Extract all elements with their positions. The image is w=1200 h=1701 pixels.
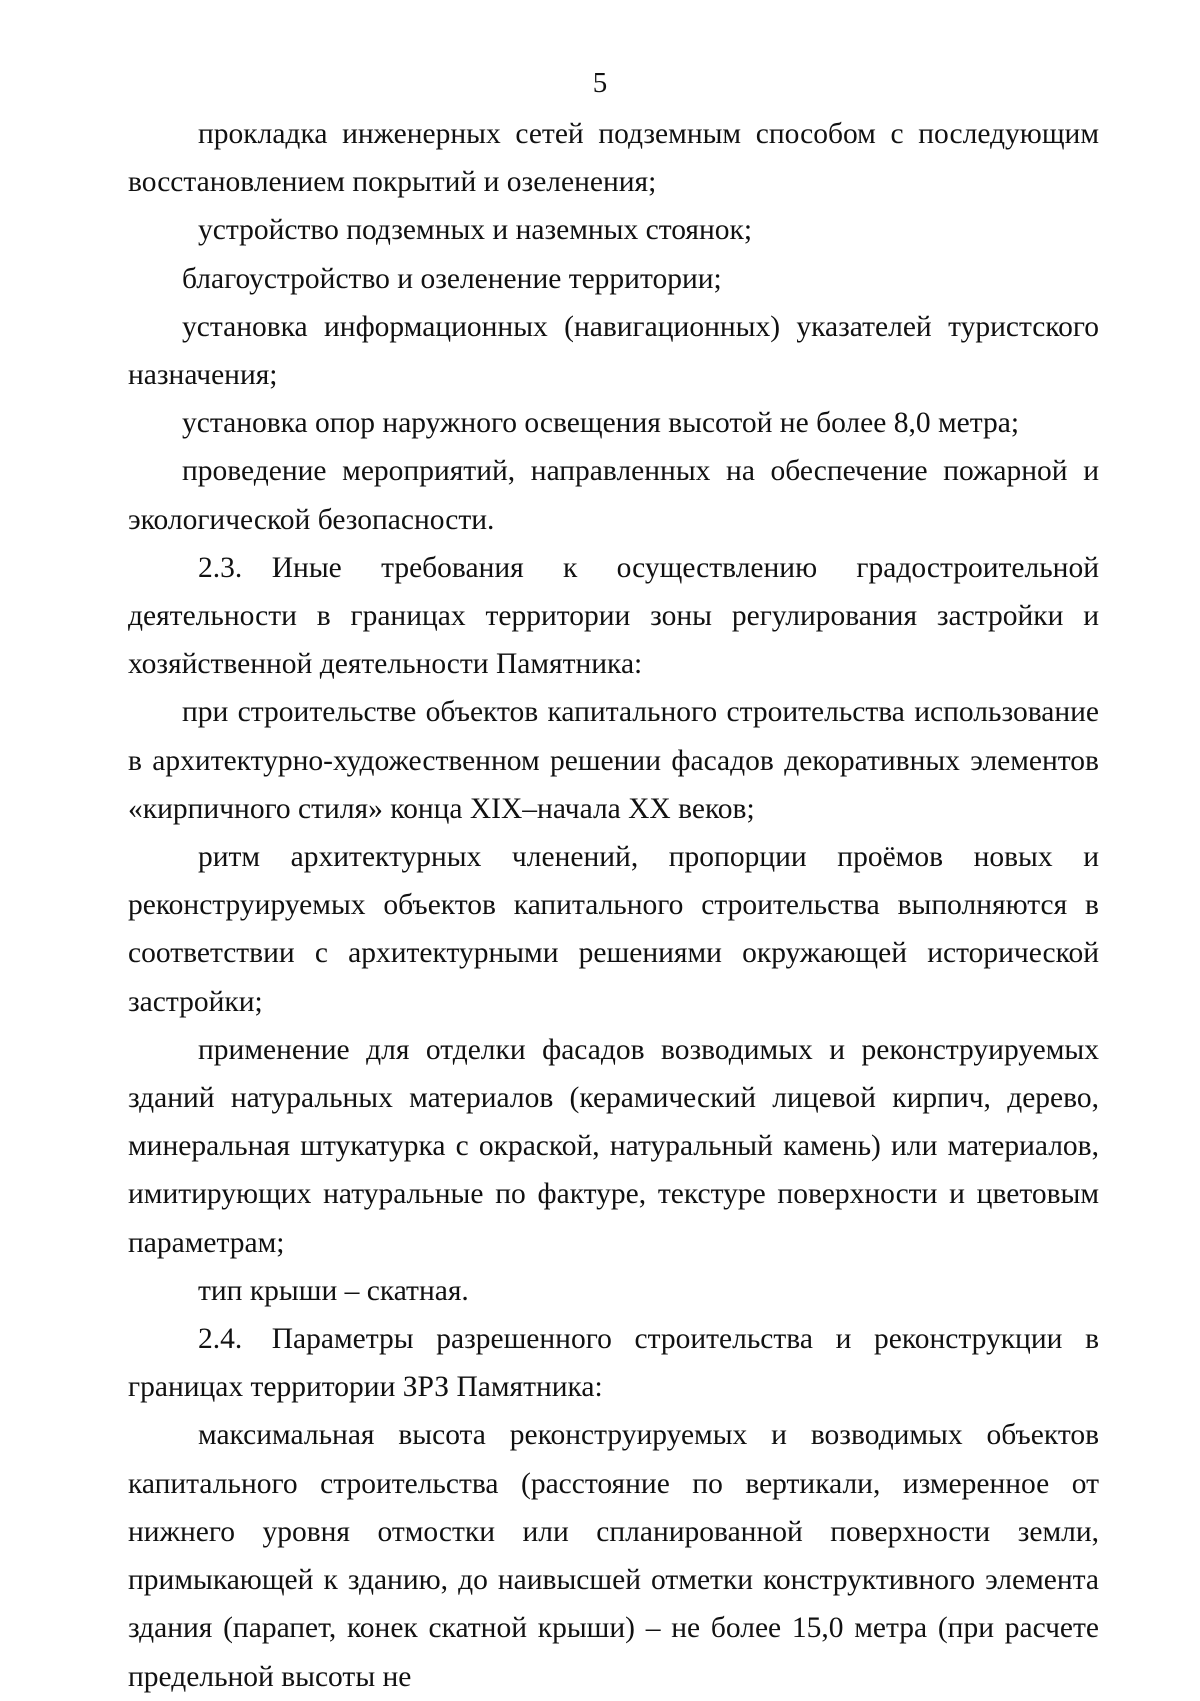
page-number: 5: [592, 67, 608, 99]
paragraph-brick-style: при строительстве объектов капитального строительства использование в архитектурно-художественном решении фасадов декоративных элементов «кирпичного стиля» конца XIX–начала XX веков;: [128, 696, 1099, 825]
paragraph-safety: проведение мероприятий, направленных на обеспечение пожарной и экологической безопасности.: [128, 455, 1099, 536]
paragraph-rhythm: ритм архитектурных членений, пропорции проёмов новых и реконструируемых объектов капитального строительства выполняются в соответствии с архитектурными решениями окружающей исторической застройки;: [128, 841, 1099, 1018]
document-body: [128, 110, 1099, 1701]
paragraph-roof-type: тип крыши – скатная.: [198, 1274, 469, 1307]
paragraph-lighting: установка опор наружного освещения высотой не более 8,0 метра;: [182, 407, 1020, 440]
paragraph-signage: установка информационных (навигационных) указателей туристского назначения;: [128, 310, 1099, 392]
section-2-4: 2.4. Параметры разрешенного строительства и реконструкции в границах территории ЗРЗ Памятника:: [128, 1323, 1099, 1404]
paragraph-underground-networks: прокладка инженерных сетей подземным способом с последующим восстановлением покрытий и озеленения;: [128, 118, 1099, 199]
section-2-3: 2.3. Иные требования к осуществлению градостроительной деятельности в границах территории зоны регулирования застройки и хозяйственной деятельности Памятника:: [128, 551, 1099, 681]
paragraph-facade-materials: применение для отделки фасадов возводимых и реконструируемых зданий натуральных материалов (керамический лицевой кирпич, дерево, минеральная штукатурка с окраской, натуральный камень) или материалов, имитирующих натуральные по фактуре, текстуре поверхности и цветовым параметрам;: [128, 1033, 1099, 1259]
paragraph-max-height: максимальная высота реконструируемых и возводимых объектов капитального строительства (расстояние по вертикали, измеренное от нижнего уровня отмостки или спланированной поверхности земли, примыкающей к зданию, до наивысшей отметки конструктивного элемента здания (парапет, конек скатной крыши) – не более 15,0 метра (при расчете предельной высоты не: [128, 1419, 1099, 1693]
paragraph-landscaping: благоустройство и озеленение территории;: [182, 262, 722, 295]
paragraph-parking: устройство подземных и наземных стоянок;: [198, 214, 753, 247]
